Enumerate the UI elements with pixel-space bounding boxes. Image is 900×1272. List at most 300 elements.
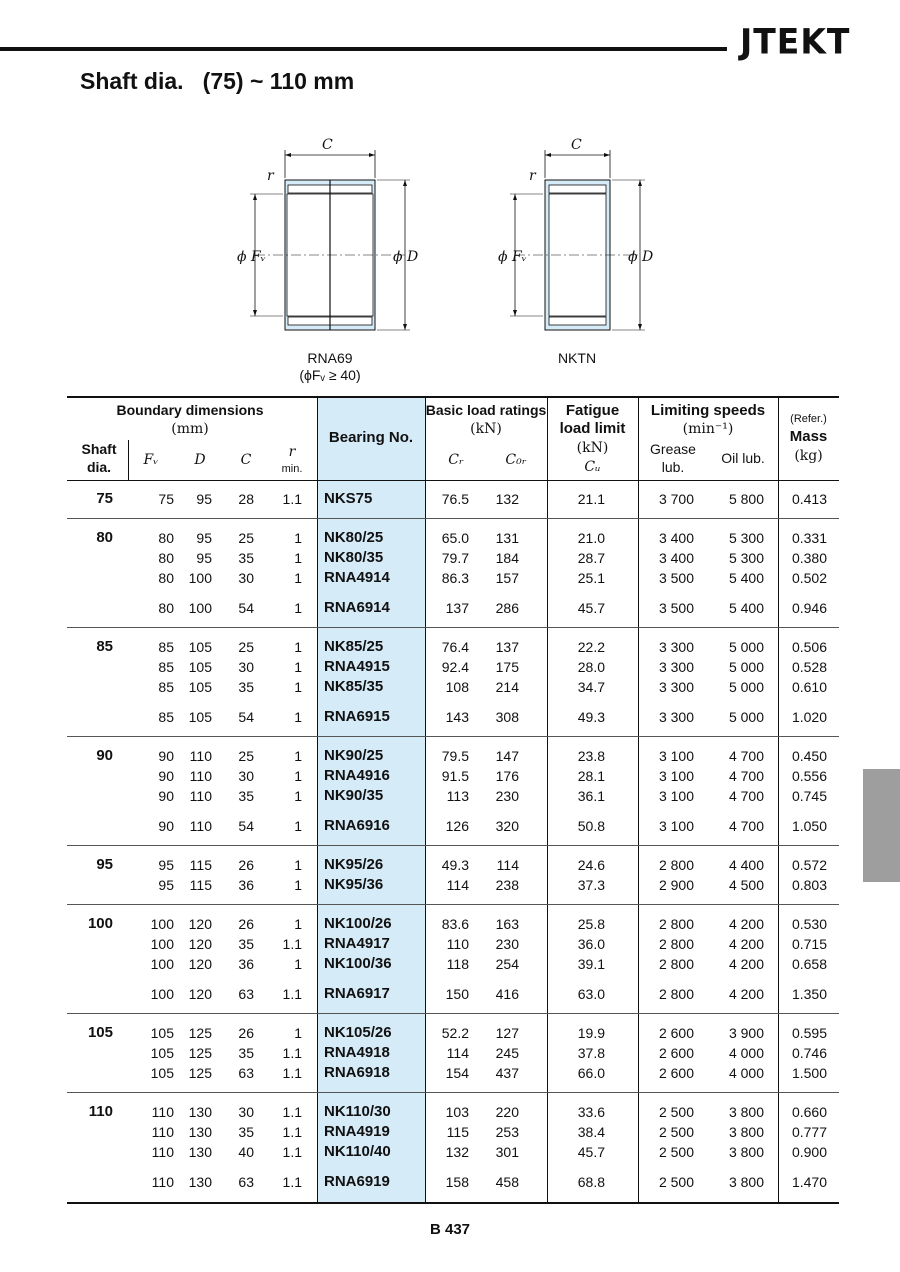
cell-c: 35 — [238, 1124, 254, 1140]
cell-r: 1.1 — [282, 1174, 302, 1190]
cell-c: 26 — [238, 1025, 254, 1041]
dim-label-d-left: ϕ D — [393, 249, 419, 265]
cell-oil: 5 000 — [728, 709, 764, 725]
cell-mass: 0.595 — [791, 1025, 827, 1041]
cell-mass: 0.556 — [791, 768, 827, 784]
cell-fw: 110 — [151, 1104, 174, 1120]
cell-grease: 2 800 — [658, 936, 694, 952]
cell-oil: 4 700 — [728, 768, 764, 784]
cell-fw: 90 — [158, 788, 174, 804]
cell-c0r: 163 — [495, 916, 519, 932]
cell-c: 30 — [238, 570, 254, 586]
cell-cu: 24.6 — [577, 857, 605, 873]
cell-cu: 34.7 — [577, 679, 605, 695]
bearing-number-cell: NK80/25 — [324, 529, 384, 546]
cell-c: 63 — [238, 986, 254, 1002]
cell-d: 105 — [188, 709, 212, 725]
cell-fw: 110 — [151, 1124, 174, 1140]
cell-fw: 80 — [158, 530, 174, 546]
page-number: B 437 — [429, 1221, 471, 1238]
bearing-number-cell: RNA6915 — [324, 708, 390, 725]
cell-cu: 66.0 — [577, 1065, 605, 1081]
group-separator — [67, 845, 839, 846]
bearing-number-cell: NK110/30 — [324, 1103, 391, 1120]
cell-c0r: 114 — [496, 857, 519, 873]
cell-c0r: 308 — [495, 709, 519, 725]
cell-cr: 79.7 — [441, 550, 469, 566]
cell-oil: 4 200 — [728, 936, 764, 952]
cell-oil: 5 300 — [728, 550, 764, 566]
cell-cu: 68.8 — [577, 1174, 605, 1190]
cell-fw: 90 — [158, 748, 174, 764]
cell-mass: 0.946 — [791, 600, 827, 616]
cell-grease: 2 800 — [658, 986, 694, 1002]
header-oil: Oil lub. — [721, 450, 765, 466]
cell-c0r: 238 — [495, 877, 519, 893]
cell-c0r: 214 — [495, 679, 519, 695]
cell-d: 110 — [189, 818, 212, 834]
shaft-dia-cell: 95 — [96, 856, 113, 873]
cell-grease: 2 500 — [658, 1104, 694, 1120]
cell-grease: 3 700 — [658, 491, 694, 507]
cell-oil: 5 400 — [728, 570, 764, 586]
cell-c0r: 437 — [495, 1065, 519, 1081]
cell-r: 1 — [294, 679, 302, 695]
cell-mass: 1.050 — [791, 818, 827, 834]
cell-r: 1 — [294, 530, 302, 546]
cell-c0r: 230 — [495, 936, 519, 952]
cell-fw: 85 — [158, 679, 174, 695]
cell-d: 120 — [188, 916, 212, 932]
cell-mass: 0.502 — [791, 570, 827, 586]
cell-c0r: 254 — [495, 956, 519, 972]
cell-oil: 5 400 — [728, 600, 764, 616]
cell-d: 120 — [188, 936, 212, 952]
cell-oil: 4 000 — [728, 1065, 764, 1081]
cell-cr: 52.2 — [441, 1025, 469, 1041]
cell-c0r: 245 — [495, 1045, 519, 1061]
cell-cr: 49.3 — [441, 857, 469, 873]
cell-c0r: 132 — [495, 491, 519, 507]
cell-cu: 21.1 — [577, 491, 605, 507]
cell-cr: 115 — [446, 1124, 469, 1140]
cell-grease: 2 600 — [658, 1045, 694, 1061]
header-c: C — [240, 452, 252, 468]
header-grease-1: Grease — [650, 441, 696, 457]
cell-c: 26 — [238, 857, 254, 873]
header-boundary-unit: (mm) — [171, 421, 209, 437]
cell-c0r: 253 — [495, 1124, 519, 1140]
cell-fw: 90 — [158, 818, 174, 834]
dim-label-r-right: r — [529, 168, 536, 184]
table-header-rule — [67, 480, 839, 481]
cell-oil: 4 200 — [728, 916, 764, 932]
cell-fw: 75 — [158, 491, 174, 507]
cell-grease: 3 300 — [658, 659, 694, 675]
header-limiting-unit: (min⁻¹) — [682, 421, 734, 437]
cell-oil: 5 000 — [728, 659, 764, 675]
cell-c0r: 230 — [495, 788, 519, 804]
cell-r: 1.1 — [282, 491, 302, 507]
dim-label-fw-right: ϕ Fᵥ — [498, 249, 527, 265]
cell-oil: 3 800 — [728, 1144, 764, 1160]
header-shaft: Shaft — [81, 441, 117, 457]
cell-grease: 3 500 — [658, 570, 694, 586]
cell-cu: 28.7 — [577, 550, 605, 566]
cell-oil: 5 300 — [728, 530, 764, 546]
cell-c: 54 — [238, 709, 254, 725]
section-side-tab — [863, 769, 900, 882]
cell-fw: 80 — [158, 600, 174, 616]
bearing-number-cell: RNA6916 — [324, 817, 390, 834]
cell-c: 30 — [238, 659, 254, 675]
cell-mass: 1.500 — [791, 1065, 827, 1081]
header-cr: Cᵣ — [448, 452, 464, 468]
cell-fw: 95 — [158, 877, 174, 893]
cell-cu: 28.1 — [577, 768, 605, 784]
cell-cr: 154 — [445, 1065, 469, 1081]
cell-d: 130 — [188, 1174, 212, 1190]
cell-d: 110 — [189, 748, 212, 764]
cell-r: 1 — [294, 818, 302, 834]
cell-c: 36 — [238, 877, 254, 893]
cell-c: 26 — [238, 916, 254, 932]
bearing-number-cell: RNA4918 — [324, 1044, 390, 1061]
cell-grease: 3 100 — [658, 748, 694, 764]
bearing-number-cell: NK95/36 — [324, 876, 384, 893]
cell-c: 36 — [238, 956, 254, 972]
cell-r: 1.1 — [282, 1144, 302, 1160]
cell-c0r: 301 — [495, 1144, 519, 1160]
cell-cr: 91.5 — [441, 768, 469, 784]
cell-grease: 2 800 — [658, 956, 694, 972]
shaft-dia-cell: 85 — [96, 638, 113, 655]
cell-mass: 0.610 — [791, 679, 827, 695]
cell-oil: 5 000 — [728, 639, 764, 655]
cell-grease: 3 300 — [658, 639, 694, 655]
cell-grease: 2 800 — [658, 916, 694, 932]
brand-logo: JTEKT — [740, 21, 851, 62]
diagram-caption-rna69: RNA69 — [307, 350, 353, 366]
bearing-number-cell: NK105/26 — [324, 1024, 392, 1041]
table-top-rule — [67, 396, 839, 398]
cell-cr: 143 — [445, 709, 469, 725]
cell-cu: 63.0 — [577, 986, 605, 1002]
cell-oil: 4 700 — [728, 748, 764, 764]
cell-cr: 86.3 — [441, 570, 469, 586]
col-divider-shaft — [128, 440, 129, 480]
bearing-number-cell: RNA4917 — [324, 935, 390, 952]
cell-cr: 150 — [445, 986, 469, 1002]
cell-c: 63 — [238, 1065, 254, 1081]
header-bearing-no: Bearing No. — [328, 429, 414, 446]
cell-fw: 110 — [151, 1174, 174, 1190]
cell-cr: 114 — [446, 877, 469, 893]
cell-mass: 0.572 — [791, 857, 827, 873]
cell-oil: 4 700 — [728, 818, 764, 834]
cell-c0r: 458 — [495, 1174, 519, 1190]
header-d: D — [194, 452, 206, 468]
bearing-number-cell: RNA6914 — [324, 599, 390, 616]
group-separator — [67, 1013, 839, 1014]
shaft-dia-cell: 105 — [87, 1024, 113, 1041]
cell-cu: 37.8 — [577, 1045, 605, 1061]
header-dia: dia. — [86, 459, 112, 475]
cell-d: 115 — [189, 857, 212, 873]
cell-fw: 105 — [150, 1045, 174, 1061]
shaft-dia-cell: 100 — [87, 915, 113, 932]
bearing-number-cell: RNA4914 — [324, 569, 390, 586]
cell-fw: 100 — [150, 956, 174, 972]
cell-r: 1 — [294, 877, 302, 893]
cell-fw: 80 — [158, 550, 174, 566]
cell-d: 95 — [196, 491, 212, 507]
dim-label-r-left: r — [267, 168, 274, 184]
cell-r: 1 — [294, 768, 302, 784]
cell-d: 125 — [188, 1065, 212, 1081]
header-basic-load: Basic load ratings — [425, 402, 547, 418]
cell-grease: 3 500 — [658, 600, 694, 616]
cell-c: 54 — [238, 600, 254, 616]
cell-oil: 5 800 — [728, 491, 764, 507]
cell-cu: 45.7 — [577, 1144, 605, 1160]
cell-mass: 1.020 — [791, 709, 827, 725]
cell-d: 110 — [189, 788, 212, 804]
cell-cr: 79.5 — [441, 748, 469, 764]
cell-grease: 2 500 — [658, 1144, 694, 1160]
group-separator — [67, 904, 839, 905]
cell-fw: 85 — [158, 639, 174, 655]
cell-c: 35 — [238, 788, 254, 804]
cell-cr: 113 — [446, 788, 469, 804]
cell-cu: 21.0 — [577, 530, 605, 546]
cell-oil: 3 900 — [728, 1025, 764, 1041]
cell-cu: 36.1 — [577, 788, 605, 804]
shaft-dia-cell: 75 — [96, 490, 113, 507]
cell-c: 35 — [238, 679, 254, 695]
cell-mass: 0.450 — [791, 748, 827, 764]
cell-mass: 0.745 — [791, 788, 827, 804]
cell-r: 1 — [294, 916, 302, 932]
cell-cu: 39.1 — [577, 956, 605, 972]
cell-r: 1 — [294, 570, 302, 586]
cell-grease: 3 100 — [658, 788, 694, 804]
diagram-note-rna69: (ϕFᵥ ≥ 40) — [299, 367, 361, 383]
header-fatigue-2: load limit — [559, 420, 626, 437]
cell-cr: 110 — [446, 936, 469, 952]
header-c0r: C₀ᵣ — [505, 452, 527, 468]
cell-r: 1 — [294, 788, 302, 804]
dim-label-c-right: C — [571, 137, 582, 153]
cell-c: 54 — [238, 818, 254, 834]
cell-r: 1.1 — [282, 1045, 302, 1061]
cell-fw: 100 — [150, 916, 174, 932]
page-title: Shaft dia. (75) ~ 110 mm — [80, 68, 355, 94]
cell-c0r: 175 — [495, 659, 519, 675]
header-fw: Fᵥ — [143, 452, 159, 468]
group-separator — [67, 736, 839, 737]
cell-cr: 132 — [445, 1144, 469, 1160]
cell-fw: 100 — [150, 936, 174, 952]
dim-label-d-right: ϕ D — [628, 249, 654, 265]
header-boundary: Boundary dimensions — [116, 402, 264, 418]
cell-cu: 49.3 — [577, 709, 605, 725]
cell-mass: 0.413 — [791, 491, 827, 507]
cell-cu: 22.2 — [577, 639, 605, 655]
cell-c0r: 157 — [495, 570, 519, 586]
bearing-number-cell: RNA4916 — [324, 767, 390, 784]
cell-c: 28 — [238, 491, 254, 507]
cell-r: 1.1 — [282, 936, 302, 952]
cell-oil: 4 000 — [728, 1045, 764, 1061]
cell-cu: 28.0 — [577, 659, 605, 675]
cell-cr: 76.4 — [441, 639, 469, 655]
cell-mass: 0.331 — [791, 530, 827, 546]
bearing-number-cell: NK90/35 — [324, 787, 384, 804]
shaft-dia-cell: 80 — [96, 529, 113, 546]
header-refer: (Refer.) — [790, 413, 827, 425]
cell-grease: 2 800 — [658, 857, 694, 873]
cell-oil: 3 800 — [728, 1104, 764, 1120]
cell-cr: 114 — [446, 1045, 469, 1061]
cell-cr: 76.5 — [441, 491, 469, 507]
bearing-number-cell: RNA6917 — [324, 985, 390, 1002]
header-basic-unit: (kN) — [470, 421, 502, 437]
cell-d: 120 — [188, 986, 212, 1002]
cell-mass: 0.658 — [791, 956, 827, 972]
group-separator — [67, 518, 839, 519]
cell-cr: 118 — [446, 956, 469, 972]
cell-d: 125 — [188, 1045, 212, 1061]
cell-c: 63 — [238, 1174, 254, 1190]
cell-r: 1 — [294, 956, 302, 972]
cell-cu: 38.4 — [577, 1124, 605, 1140]
cell-cu: 45.7 — [577, 600, 605, 616]
cell-mass: 0.380 — [791, 550, 827, 566]
cell-oil: 4 400 — [728, 857, 764, 873]
cell-grease: 2 900 — [658, 877, 694, 893]
header-grease-2: lub. — [661, 459, 685, 475]
cell-oil: 4 500 — [728, 877, 764, 893]
cell-grease: 3 300 — [658, 709, 694, 725]
cell-mass: 0.777 — [791, 1124, 827, 1140]
bearing-number-cell: NK100/26 — [324, 915, 392, 932]
cell-mass: 0.660 — [791, 1104, 827, 1120]
cell-r: 1 — [294, 659, 302, 675]
cell-grease: 3 400 — [658, 550, 694, 566]
cell-cr: 92.4 — [441, 659, 469, 675]
cell-c: 25 — [238, 639, 254, 655]
header-mass: Mass — [789, 428, 828, 445]
cell-c0r: 184 — [495, 550, 519, 566]
cell-cu: 23.8 — [577, 748, 605, 764]
cell-oil: 4 200 — [728, 986, 764, 1002]
cell-cr: 83.6 — [441, 916, 469, 932]
cell-d: 125 — [188, 1025, 212, 1041]
bearing-number-cell: RNA4919 — [324, 1123, 390, 1140]
cell-c: 25 — [238, 748, 254, 764]
cell-d: 130 — [188, 1104, 212, 1120]
cell-c: 35 — [238, 550, 254, 566]
cell-fw: 100 — [150, 986, 174, 1002]
cell-cr: 137 — [445, 600, 469, 616]
cell-grease: 2 500 — [658, 1174, 694, 1190]
cell-grease: 2 600 — [658, 1065, 694, 1081]
cell-d: 95 — [196, 550, 212, 566]
cell-c0r: 320 — [495, 818, 519, 834]
cell-cu: 25.1 — [577, 570, 605, 586]
cell-fw: 105 — [150, 1025, 174, 1041]
dim-label-fw-left: ϕ Fᵥ — [237, 249, 266, 265]
cell-fw: 95 — [158, 857, 174, 873]
cell-c: 30 — [238, 768, 254, 784]
header-cu: Cᵤ — [584, 459, 601, 475]
cell-mass: 0.530 — [791, 916, 827, 932]
cell-r: 1 — [294, 857, 302, 873]
cell-r: 1.1 — [282, 1065, 302, 1081]
top-rule — [0, 47, 727, 51]
cell-cu: 36.0 — [577, 936, 605, 952]
bearing-number-cell: NK95/26 — [324, 856, 384, 873]
cell-grease: 2 500 — [658, 1124, 694, 1140]
rna69-drawing — [250, 150, 410, 330]
cell-oil: 5 000 — [728, 679, 764, 695]
cell-fw: 110 — [151, 1144, 174, 1160]
cell-cu: 33.6 — [577, 1104, 605, 1120]
header-fatigue-unit: (kN) — [576, 440, 609, 456]
cell-r: 1 — [294, 709, 302, 725]
cell-r: 1.1 — [282, 1124, 302, 1140]
bearing-number-cell: RNA4915 — [324, 658, 390, 675]
cell-c0r: 131 — [495, 530, 519, 546]
bearing-number-cell: RNA6918 — [324, 1064, 390, 1081]
cell-cu: 25.8 — [577, 916, 605, 932]
header-limiting: Limiting speeds — [650, 402, 766, 419]
header-mass-unit: (kg) — [794, 448, 823, 464]
cell-r: 1 — [294, 600, 302, 616]
cell-mass: 0.715 — [791, 936, 827, 952]
cell-cr: 158 — [445, 1174, 469, 1190]
shaft-dia-cell: 110 — [88, 1103, 113, 1120]
bearing-number-cell: NK80/35 — [324, 549, 384, 566]
cell-grease: 3 100 — [658, 818, 694, 834]
cell-fw: 85 — [158, 709, 174, 725]
cell-r: 1 — [294, 1025, 302, 1041]
cell-c0r: 147 — [495, 748, 519, 764]
cell-cu: 50.8 — [577, 818, 605, 834]
cell-grease: 2 600 — [658, 1025, 694, 1041]
cell-r: 1 — [294, 639, 302, 655]
cell-c: 35 — [238, 936, 254, 952]
cell-d: 130 — [188, 1144, 212, 1160]
cell-fw: 80 — [158, 570, 174, 586]
cell-d: 100 — [188, 600, 212, 616]
cell-c0r: 127 — [495, 1025, 519, 1041]
cell-c: 40 — [238, 1144, 254, 1160]
table-bottom-rule — [67, 1202, 839, 1204]
cell-cu: 19.9 — [577, 1025, 605, 1041]
header-fatigue-1: Fatigue — [565, 402, 620, 419]
cell-cr: 108 — [445, 679, 469, 695]
cell-mass: 1.470 — [791, 1174, 827, 1190]
cell-mass: 0.506 — [791, 639, 827, 655]
cell-mass: 1.350 — [791, 986, 827, 1002]
cell-cu: 37.3 — [577, 877, 605, 893]
cell-c: 25 — [238, 530, 254, 546]
group-separator — [67, 1092, 839, 1093]
cell-cr: 103 — [445, 1104, 469, 1120]
cell-d: 105 — [188, 679, 212, 695]
